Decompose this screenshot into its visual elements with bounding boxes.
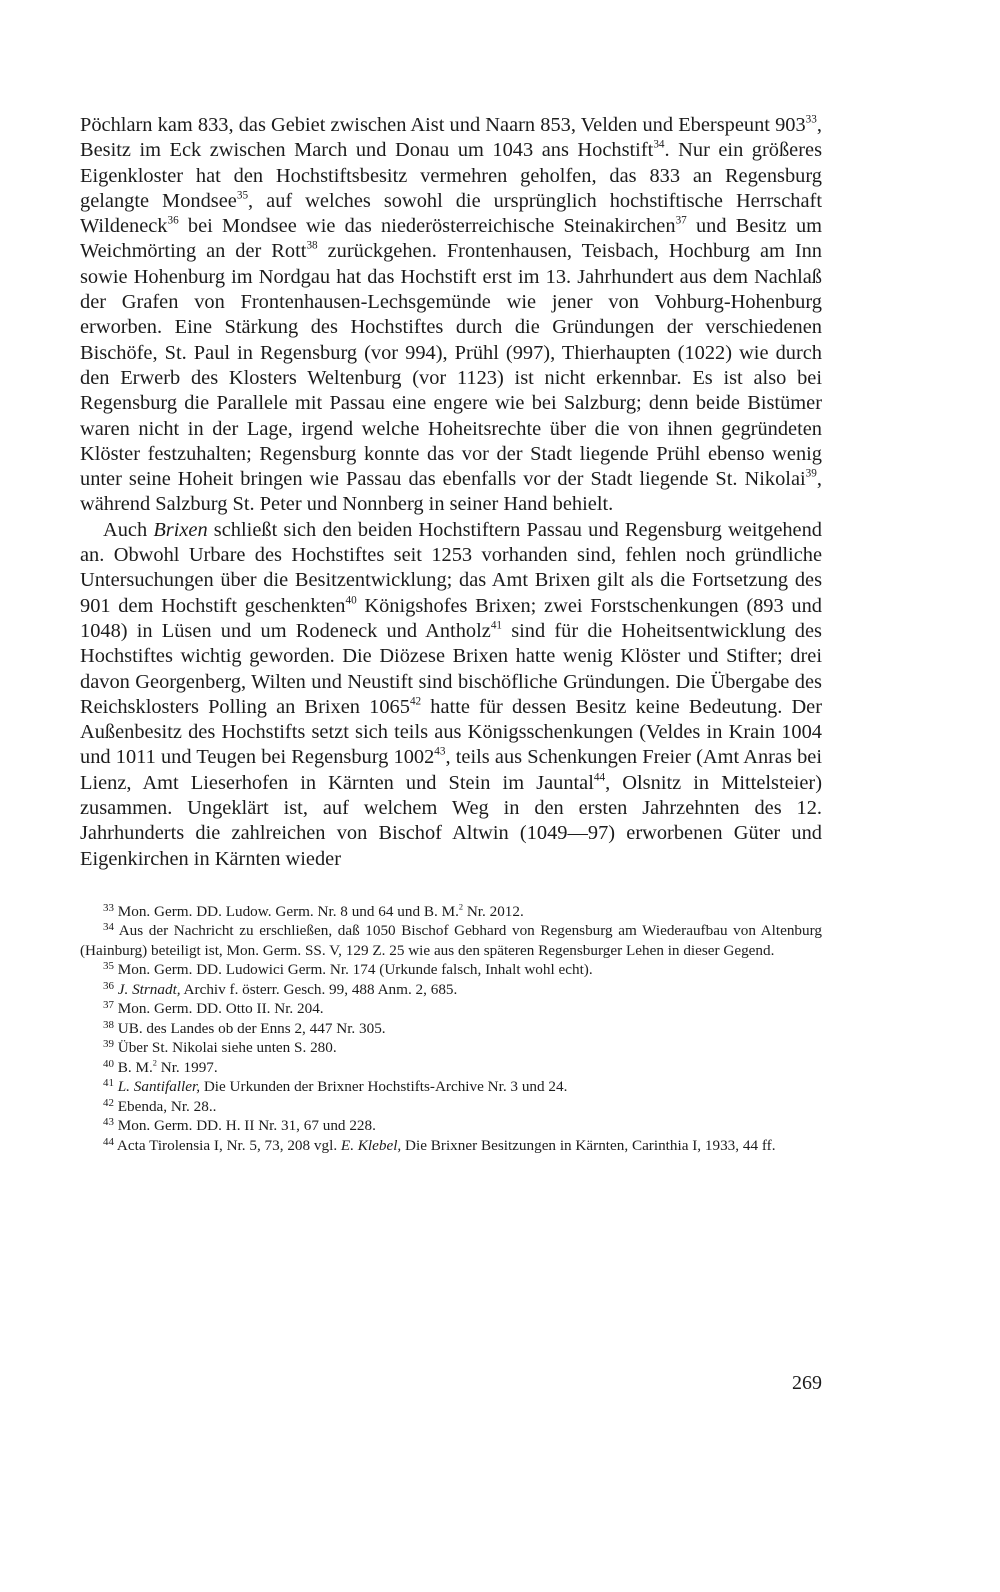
footnote-42 — [80, 1097, 822, 1117]
text-run: , teils aus Schenkungen Freier (Amt Anras bei Lienz, Amt Lieserhofen in Kärnten und Stein im Jauntal — [80, 746, 822, 794]
footnote-37 — [80, 999, 822, 1019]
text-run: und Besitz um Weichmörting an der Rott — [80, 215, 822, 263]
paragraph-2 — [80, 518, 822, 872]
footnote-marker: 2 — [458, 902, 464, 912]
text-run: . Nur ein größeres Eigenkloster hat den Hochstiftsbesitz vermehren geholfen, das 833 an Regensburg gelangte Mondsee — [80, 139, 823, 212]
footnote-44 — [80, 1136, 822, 1156]
footnote-marker: 38 — [306, 240, 318, 253]
footnote-number-text: 39 — [103, 1038, 114, 1051]
footnote-number-text: 43 — [103, 1116, 114, 1129]
footnote-number-text: 34 — [103, 921, 114, 934]
italic-text: L. Santifaller, — [117, 1078, 201, 1096]
footnote-number-text: 38 — [103, 1018, 114, 1031]
text-run: Ebenda, Nr. 28.. — [117, 1097, 217, 1115]
footnote-33 — [80, 902, 822, 922]
footnotes — [80, 902, 822, 1156]
text-run: zurückgehen. Frontenhausen, Teisbach, Hochburg am Inn sowie Hohenburg im Nordgau hat das Hochstift erst im 13. Jahrhundert aus dem Nachlaß der Grafen von Frontenhausen-Lechsgemünde wie jener von Vohburg-Hohenburg erworben. Eine Stärkung des Hochstiftes durch die Gründungen der verschiedenen Bischöfe, St. Paul in Regensburg (vor 994), Prühl (997), Thierhaupten (1022) wie durch den Erwerb des Klosters Weltenburg (vor 1123) ist nicht erkennbar. Es ist also bei Regensburg die Parallele mit Passau eine engere wie bei Salzburg; denn beide Bistümer waren nicht in der Lage, irgend welche Hoheitsrechte über die von ihnen gegründeten Klöster festzuhalten; Regensburg konnte das vor der Stadt liegende Prühl ebenso wenig unter seine Hoheit bringen wie Passau das ebenfalls vor der Stadt liegende St. Nikolai — [80, 240, 822, 491]
text-run: UB. des Landes ob der Enns 2, 447 Nr. 305. — [117, 1019, 386, 1037]
footnote-number — [103, 1039, 114, 1056]
footnote-marker: 43 — [434, 746, 446, 759]
footnote-marker: 37 — [675, 214, 687, 227]
footnote-38 — [80, 1019, 822, 1039]
footnote-number — [103, 1059, 114, 1076]
footnote-number — [103, 903, 114, 920]
footnote-marker: 39 — [805, 467, 817, 480]
footnote-number-text: 33 — [103, 901, 114, 914]
text-run: Mon. Germ. DD. Otto II. Nr. 204. — [117, 1000, 324, 1018]
footnote-number — [103, 1117, 114, 1134]
text-run: Die Urkunden der Brixner Hochstifts-Archive Nr. 3 und 24. — [200, 1078, 568, 1096]
footnote-number — [103, 1000, 114, 1017]
text-run: Mon. Germ. DD. Ludow. Germ. Nr. 8 und 64 und B. M. — [117, 902, 459, 920]
footnote-number — [103, 922, 114, 939]
italic-text: J. Strnadt, — [117, 980, 181, 998]
footnote-number — [103, 981, 114, 998]
footnote-36 — [80, 980, 822, 1000]
footnote-marker: 40 — [345, 594, 357, 607]
text-run: Auch — [103, 518, 154, 541]
footnote-marker: 41 — [490, 619, 503, 632]
footnote-marker: 35 — [236, 189, 249, 202]
text-run: sind für die Hoheitsentwicklung des Hochstiftes wichtig geworden. Die Diözese Brixen hatte wenig Klöster und Stifter; drei davon Georgenberg, Wilten und Neustift sind bischöfliche Gründungen. Die Übergabe des Reichsklosters Polling an Brixen 1065 — [80, 619, 822, 718]
footnote-number — [103, 1098, 114, 1115]
footnote-marker: 34 — [653, 138, 665, 151]
footnote-marker: 42 — [409, 695, 422, 708]
text-run: Aus der Nachricht zu erschließen, daß 1050 Bischof Gebhard von Regensburg am Wiederaufbau von Altenburg (Hainburg) beteiligt ist, Mon. Germ. SS. V, 129 Z. 25 wie aus den späteren Regensburger Lehen in dieser Gegend. — [80, 922, 822, 959]
footnote-number-text: 40 — [103, 1057, 114, 1070]
text-run: , während Salzburg St. Peter und Nonnberg in seiner Hand behielt. — [80, 468, 822, 516]
text-run: Archiv f. österr. Gesch. 99, 488 Anm. 2, 685. — [180, 980, 458, 998]
footnote-number-text: 37 — [103, 999, 114, 1012]
footnote-35 — [80, 960, 822, 980]
italic-text: E. Klebel, — [340, 1136, 402, 1154]
book-page — [80, 113, 822, 1155]
text-run: hatte für dessen Besitz keine Bedeutung. Der Außenbesitz des Hochstifts setzt sich teils aus Königsschenkungen (Veldes in Krain 1004 und 1011 und Teugen bei Regensburg 1002 — [80, 695, 823, 769]
text-run: , Besitz im Eck zwischen March und Donau um 1043 ans Hochstift — [80, 114, 822, 162]
paragraph-1 — [80, 113, 822, 518]
footnote-number — [103, 1020, 114, 1037]
footnote-number — [103, 1137, 114, 1154]
text-run: Königshofes Brixen; zwei Forstschenkungen (893 und 1048) in Lüsen und um Rodeneck und Antholz — [80, 594, 822, 642]
text-run: Nr. 1997. — [156, 1058, 218, 1076]
footnote-number — [103, 1078, 114, 1095]
footnote-34 — [80, 921, 822, 960]
text-run: schließt sich den beiden Hochstiftern Passau und Regensburg weitgehend an. Obwohl Urbare des Hochstiftes seit 1253 vorhanden sind, fehlen noch gründliche Untersuchungen über die Besitzentwicklung; das Amt Brixen gilt als die Fortsetzung des 901 dem Hochstift geschenkten — [80, 518, 823, 617]
footnote-marker: 2 — [152, 1058, 157, 1068]
page-number: 269 — [792, 1372, 822, 1394]
text-run: Mon. Germ. DD. H. II Nr. 31, 67 und 228. — [117, 1117, 376, 1135]
text-run: Über St. Nikolai siehe unten S. 280. — [117, 1039, 337, 1057]
footnote-number — [103, 961, 114, 978]
footnote-39 — [80, 1038, 822, 1058]
text-run: , auf welches sowohl die ursprünglich hochstiftische Herrschaft Wildeneck — [80, 189, 822, 238]
footnote-marker: 33 — [805, 113, 817, 126]
text-run: Die Brixner Besitzungen in Kärnten, Carinthia I, 1933, 44 ff. — [401, 1136, 776, 1154]
footnote-43 — [80, 1116, 822, 1136]
text-run: bei Mondsee wie das niederösterreichische Steinakirchen — [178, 215, 676, 238]
text-run: , Olsnitz in Mittelsteier) zusammen. Ungeklärt ist, auf welchem Weg in den ersten Jahrzehnten des 12. Jahrhunderts die zahlreichen von Bischof Altwin (1049—97) erworbenen Güter und Eigenkirchen in Kärnten wieder — [80, 771, 822, 870]
footnote-marker: 44 — [593, 771, 606, 784]
footnote-number-text: 42 — [103, 1096, 114, 1109]
footnote-number-text: 41 — [103, 1077, 114, 1090]
footnote-number-text: 35 — [103, 960, 114, 973]
text-run: Pöchlarn kam 833, das Gebiet zwischen Aist und Naarn 853, Velden und Eberspeunt 903 — [80, 114, 806, 136]
text-run: Nr. 2012. — [463, 902, 524, 920]
footnote-40 — [80, 1058, 822, 1078]
text-run: Mon. Germ. DD. Ludowici Germ. Nr. 174 (Urkunde falsch, Inhalt wohl echt). — [117, 961, 593, 979]
footnote-41 — [80, 1077, 822, 1097]
main-text — [80, 113, 822, 872]
footnote-number-text: 36 — [103, 979, 114, 992]
footnote-marker: 36 — [167, 214, 179, 227]
text-run: Acta Tirolensia I, Nr. 5, 73, 208 vgl. — [116, 1136, 341, 1154]
footnote-number-text: 44 — [103, 1135, 114, 1148]
text-run: B. M. — [117, 1058, 153, 1076]
italic-text: Brixen — [153, 518, 208, 541]
